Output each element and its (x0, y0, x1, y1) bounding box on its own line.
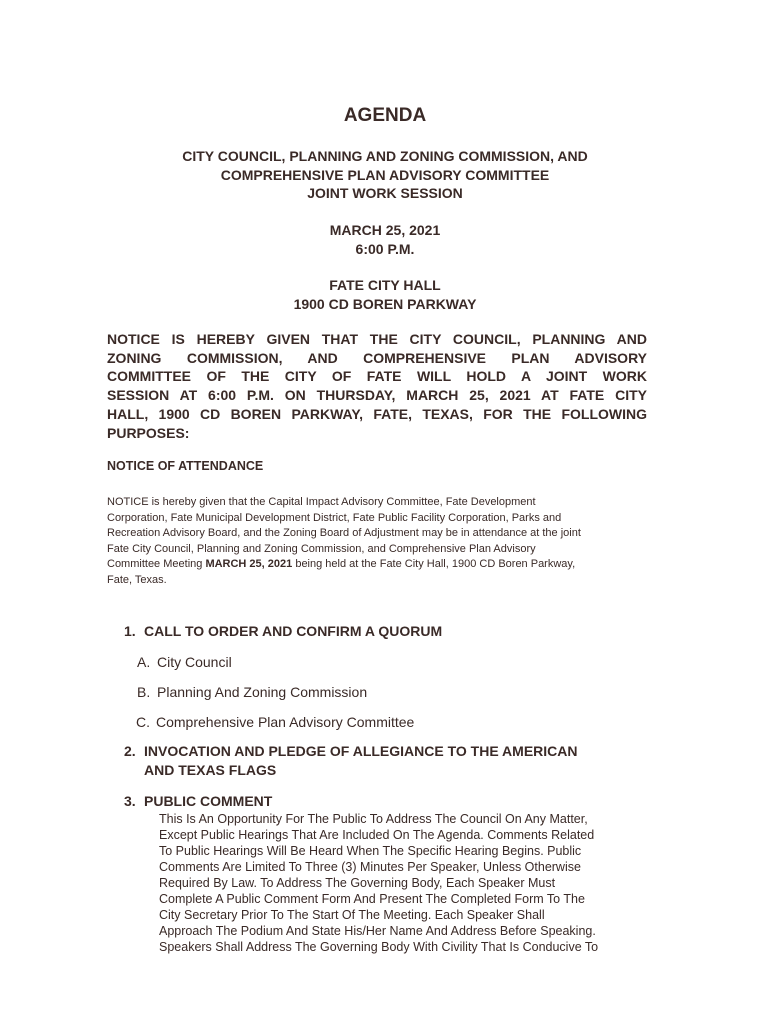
sub-item-b (137, 683, 367, 701)
agenda-item-2 (124, 742, 578, 780)
sub-item-c (136, 713, 414, 731)
header-line-1: CITY COUNCIL, PLANNING AND ZONING COMMISSION, AND (182, 148, 588, 164)
sub-item-text: Planning And Zoning Commission (157, 684, 368, 700)
attendance-text: Committee Meeting (107, 558, 206, 571)
header-line-3: JOINT WORK SESSION (307, 185, 463, 201)
sub-item-letter: C. (136, 714, 150, 730)
public-comment-text (159, 811, 644, 955)
agenda-title: AGENDA (343, 105, 427, 126)
item-label: INVOCATION AND PLEDGE OF ALLEGIANCE TO THE AMERICAN (144, 743, 578, 759)
notice-line: PURPOSES: (107, 424, 190, 441)
comment-line: City Secretary Prior To The Start Of The Meeting. Each Speaker Shall (159, 908, 545, 922)
attendance-line: Fate City Council, Planning and Zoning Commission, and Comprehensive Plan Advisory (107, 542, 536, 555)
attendance-line: Recreation Advisory Board, and the Zoning Board of Adjustment may be in attendance at the joint (107, 527, 581, 540)
comment-line: Complete A Public Comment Form And Present The Completed Form To The (159, 892, 585, 906)
sub-item-text: City Council (157, 654, 232, 670)
item-line: AND TEXAS FLAGS (144, 762, 277, 778)
item-number: 3. (124, 793, 136, 809)
attendance-date: MARCH 25, 2021 (205, 558, 293, 571)
comment-line: To Public Hearings Will Be Heard When The Specific Hearing Begins. Public (159, 844, 582, 858)
agenda-item-1 (124, 622, 442, 641)
attendance-text: being held at the Fate City Hall, 1900 CD Boren Parkway, (292, 558, 576, 571)
notice-line: COMMITTEE OF THE CITY OF FATE WILL HOLD A JOINT WORK (107, 368, 647, 385)
comment-line: Comments Are Limited To Three (3) Minutes Per Speaker, Unless Otherwise (159, 860, 581, 874)
header-line-2: COMPREHENSIVE PLAN ADVISORY COMMITTEE (220, 166, 550, 183)
agenda-item-3 (124, 792, 272, 811)
attendance-heading: NOTICE OF ATTENDANCE (107, 459, 264, 473)
meeting-date: MARCH 25, 2021 (329, 222, 441, 238)
attendance-line: Fate, Texas. (107, 573, 167, 586)
attendance-line: NOTICE is hereby given that the Capital Impact Advisory Committee, Fate Development (107, 496, 536, 508)
meeting-time: 6:00 P.M. (355, 240, 415, 257)
item-number: 1. (124, 623, 136, 639)
item-label: CALL TO ORDER AND CONFIRM A QUORUM (144, 623, 443, 639)
meeting-location (0, 276, 770, 313)
sub-item-letter: A. (137, 654, 151, 670)
notice-line: ZONING COMMISSION, AND COMPREHENSIVE PLAN ADVISORY (107, 349, 647, 366)
comment-line: Approach The Podium And State His/Her Name And Address Before Speaking. (159, 924, 596, 938)
meeting-header (0, 147, 770, 203)
attendance-line: Corporation, Fate Municipal Development District, Fate Public Facility Corporation, Parks and (107, 511, 562, 524)
item-label: PUBLIC COMMENT (144, 793, 273, 809)
notice-line: SESSION AT 6:00 P.M. ON THURSDAY, MARCH 25, 2021 AT FATE CITY (107, 387, 647, 404)
meeting-address: 1900 CD BOREN PARKWAY (293, 295, 477, 312)
comment-line: This Is An Opportunity For The Public To Address The Council On Any Matter, (159, 812, 588, 826)
comment-line: Required By Law. To Address The Governing Body, Each Speaker Must (159, 876, 556, 890)
sub-item-letter: B. (137, 684, 151, 700)
meeting-datetime (0, 221, 770, 258)
attendance-line (107, 557, 647, 573)
notice-paragraph (107, 330, 647, 442)
comment-line: Except Public Hearings That Are Included On The Agenda. Comments Related (159, 828, 595, 842)
meeting-venue: FATE CITY HALL (329, 277, 441, 293)
notice-line: HALL, 1900 CD BOREN PARKWAY, FATE, TEXAS, FOR THE FOLLOWING (107, 405, 647, 422)
sub-item-text: Comprehensive Plan Advisory Committee (156, 714, 415, 730)
item-number: 2. (124, 743, 136, 759)
notice-line: NOTICE IS HEREBY GIVEN THAT THE CITY COUNCIL, PLANNING AND (107, 331, 647, 347)
item-line (124, 742, 578, 761)
sub-item-a (137, 653, 232, 671)
attendance-paragraph (107, 495, 647, 589)
comment-line: Speakers Shall Address The Governing Body With Civility That Is Conducive To (159, 940, 599, 954)
